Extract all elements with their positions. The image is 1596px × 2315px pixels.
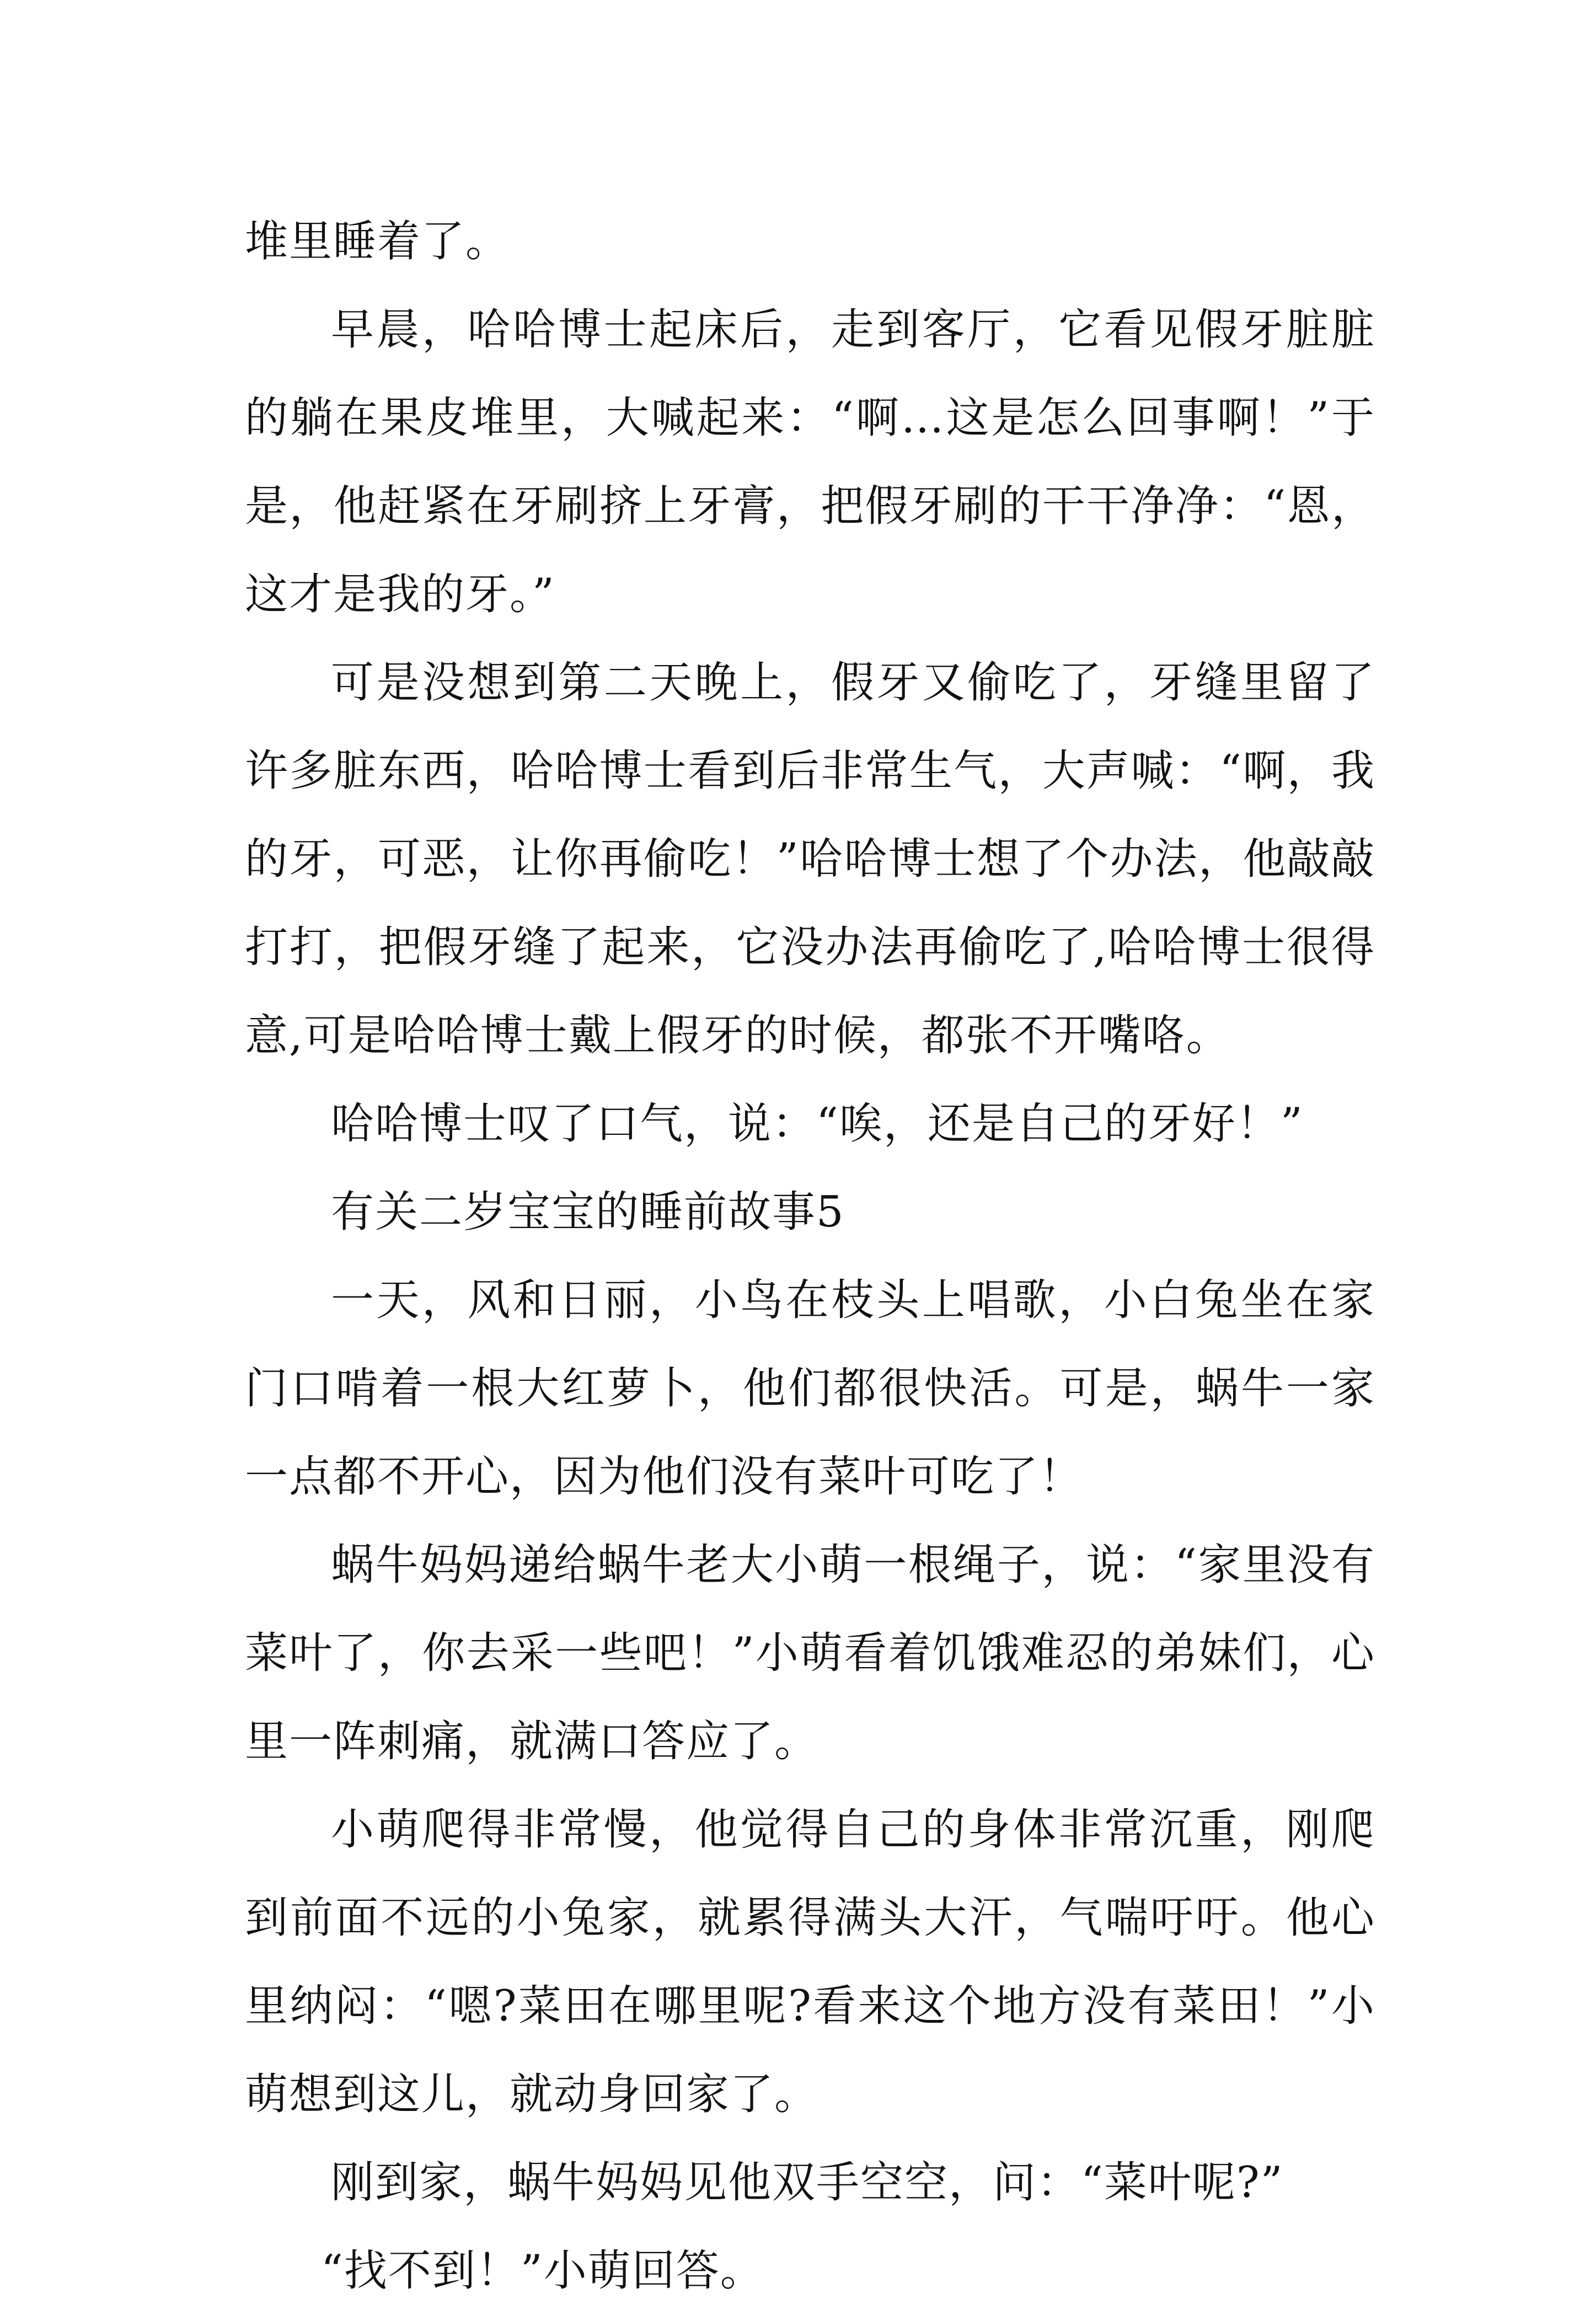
paragraph: 可是没想到第二天晚上，假牙又偷吃了，牙缝里留了许多脏东西，哈哈博士看到后非常生气，大声喊：“啊，我的牙，可恶，让你再偷吃！”哈哈博士想了个办法，他敲敲打打，把假牙缝了起来，它没办法再偷吃了,哈哈博士很得意,可是哈哈博士戴上假牙的时候，都张不开嘴咯。 — [245, 658, 1375, 1060]
paragraph: 早晨，哈哈博士起床后，走到客厅，它看见假牙脏脏的躺在果皮堆里，大喊起来：“啊…这是怎么回事啊！”于是，他赶紧在牙刷挤上牙膏，把假牙刷的干干净净：“恩，这才是我的牙。” — [245, 305, 1375, 619]
paragraph: 蜗牛妈妈递给蜗牛老大小萌一根绳子，说：“家里没有菜叶了，你去采一些吧！”小萌看着饥饿难忍的弟妹们，心里一阵刺痛，就满口答应了。 — [245, 1540, 1375, 1766]
paragraph: 刚到家，蜗牛妈妈见他双手空空，问：“菜叶呢?” — [331, 2158, 1284, 2207]
document-body — [245, 197, 1375, 2315]
paragraph-continuation: 堆里睡着了。 — [245, 217, 510, 266]
paragraph: 一天，风和日丽，小鸟在枝头上唱歌，小白兔坐在家门口啃着一根大红萝卜，他们都很快活。可是，蜗牛一家一点都不开心，因为他们没有菜叶可吃了！ — [245, 1276, 1375, 1502]
paragraph: 哈哈博士叹了口气，说：“唉，还是自己的牙好！” — [331, 1099, 1304, 1149]
paragraph: “找不到！”小萌回答。 — [321, 2246, 764, 2296]
section-heading: 有关二岁宝宝的睡前故事5 — [331, 1187, 845, 1237]
paragraph: 小萌爬得非常慢，他觉得自己的身体非常沉重，刚爬到前面不远的小兔家，就累得满头大汗，气喘吁吁。他心里纳闷：“嗯?菜田在哪里呢?看来这个地方没有菜田！”小萌想到这儿，就动身回家了。 — [245, 1805, 1375, 2119]
